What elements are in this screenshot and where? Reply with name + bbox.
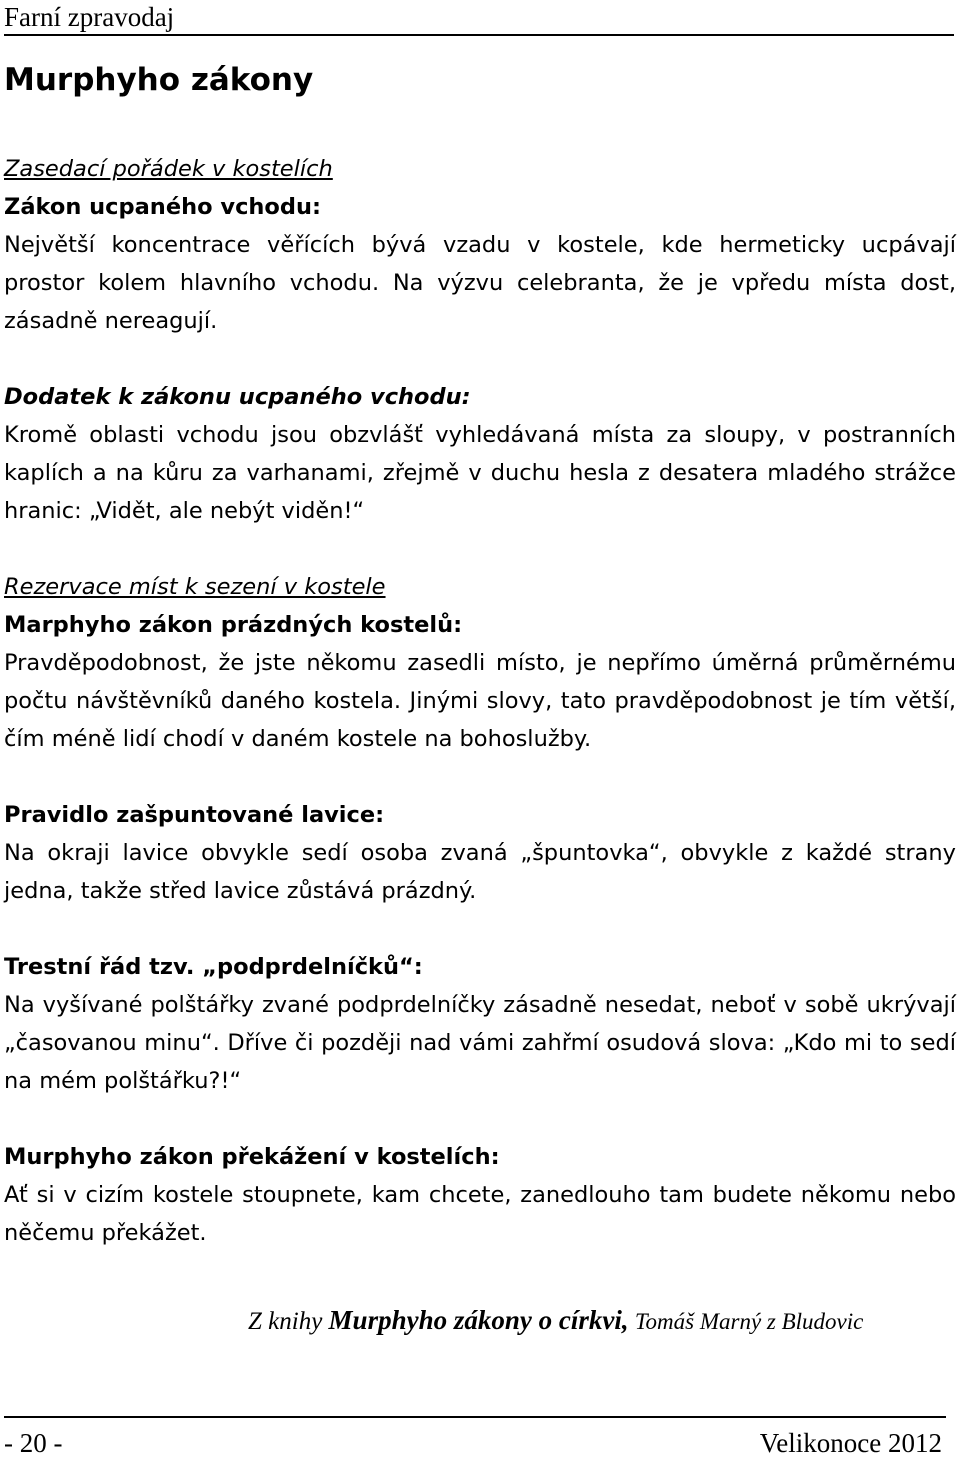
law-title-plugged-pew: Pravidlo zašpuntované lavice: bbox=[4, 802, 385, 828]
citation-author: Tomáš Marný z Bludovic bbox=[634, 1309, 864, 1334]
page-number: - 20 - bbox=[4, 1428, 63, 1458]
section-heading-seating: Zasedací pořádek v kostelích bbox=[4, 156, 333, 182]
header-rule bbox=[4, 34, 954, 36]
law-title-cushions: Trestní řád tzv. „podprdelníčků“: bbox=[4, 954, 423, 980]
law-text-blocked-entrance: Největší koncentrace věřících bývá vzadu v kostele, kde hermeticky ucpávají prostor kolem hlavního vchodu. Na výzvu celebranta, že je vpředu místa dost, zásadně nereagují. bbox=[4, 232, 956, 334]
law-title-blocked-entrance: Zákon ucpaného vchodu: bbox=[4, 194, 321, 220]
page-footer bbox=[4, 1416, 954, 1456]
law-text-blocked-entrance-addendum: Kromě oblasti vchodu jsou obzvlášť vyhledávaná místa za sloupy, v postranních kaplích a na kůru za varhanami, zřejmě v duchu hesla z desatera mladého strážce hranic: „Vidět, ale nebýt viděn!“ bbox=[4, 422, 956, 524]
page-header bbox=[4, 0, 954, 36]
source-citation bbox=[248, 1302, 863, 1340]
law-text-obstruction: Ať si v cizím kostele stoupnete, kam chcete, zanedlouho tam budete někomu nebo něčemu překážet. bbox=[4, 1182, 956, 1246]
issue-label: Velikonoce 2012 bbox=[759, 1428, 942, 1458]
article-body bbox=[4, 150, 956, 1252]
page-title: Murphyho zákony bbox=[4, 62, 314, 98]
law-title-empty-churches: Marphyho zákon prázdných kostelů: bbox=[4, 612, 463, 638]
law-text-plugged-pew: Na okraji lavice obvykle sedí osoba zvaná „špuntovka“, obvykle z každé strany jedna, takže střed lavice zůstává prázdný. bbox=[4, 840, 956, 904]
newsletter-title: Farní zpravodaj bbox=[4, 2, 175, 32]
footer-rule bbox=[4, 1416, 946, 1418]
law-title-blocked-entrance-addendum: Dodatek k zákonu ucpaného vchodu: bbox=[4, 384, 471, 410]
law-title-obstruction: Murphyho zákon překážení v kostelích: bbox=[4, 1144, 500, 1170]
citation-prefix: Z knihy bbox=[248, 1308, 323, 1335]
section-heading-reservation: Rezervace míst k sezení v kostele bbox=[4, 574, 386, 600]
law-text-cushions: Na vyšívané polštářky zvané podprdelníčky zásadně nesedat, neboť v sobě ukrývají „časovanou minu“. Dříve či později nad vámi zahřmí osudová slova: „Kdo mi to sedí na mém polštářku?!“ bbox=[4, 992, 956, 1094]
citation-book: Murphyho zákony o církvi, bbox=[328, 1305, 629, 1335]
law-text-empty-churches: Pravděpodobnost, že jste někomu zasedli místo, je nepřímo úměrná průměrnému počtu návštěvníků daného kostela. Jinými slovy, tato pravděpodobnost je tím větší, čím méně lidí chodí v daném kostele na bohoslužby. bbox=[4, 650, 956, 752]
